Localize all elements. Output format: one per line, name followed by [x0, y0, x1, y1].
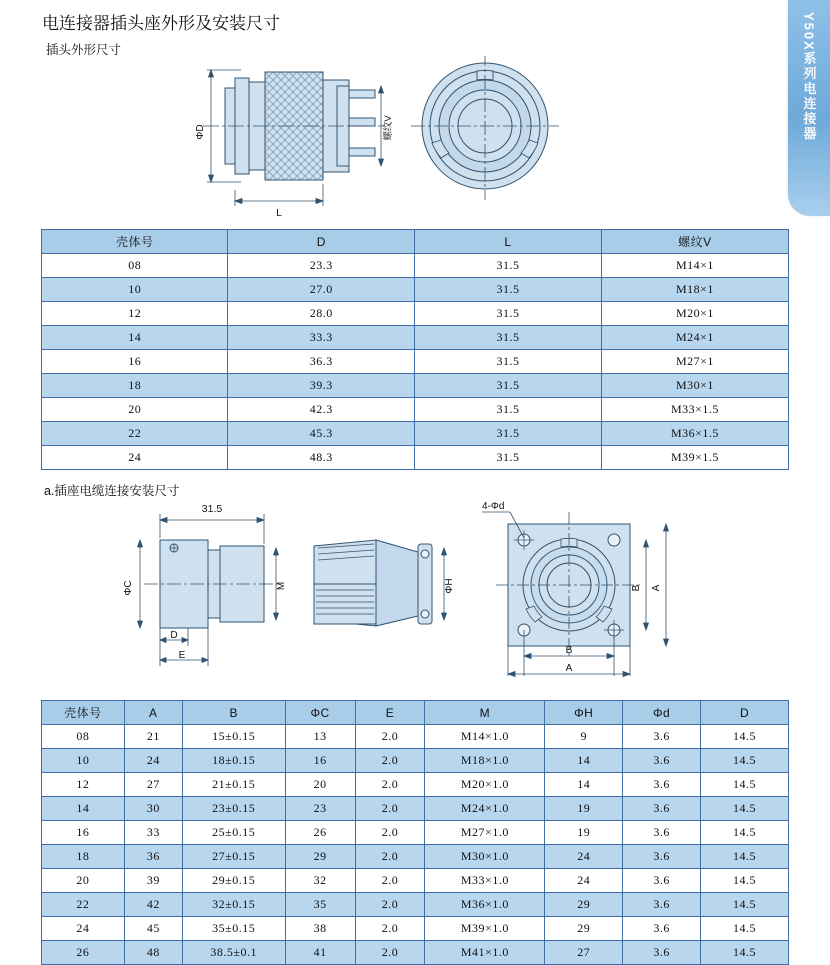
cell-e: 2.0 [355, 773, 425, 797]
cell-phi-c: 29 [285, 845, 355, 869]
cell-a: 48 [124, 941, 182, 965]
cell-a: 21 [124, 725, 182, 749]
table-row [42, 278, 789, 302]
cell-phi-h: 29 [545, 893, 623, 917]
cell-phi-d: 3.6 [623, 869, 701, 893]
cell-shell: 10 [42, 278, 228, 302]
cell-m: M41×1.0 [425, 941, 545, 965]
cell-phi-c: 32 [285, 869, 355, 893]
cell-e: 2.0 [355, 941, 425, 965]
col-header-l: L [415, 230, 602, 254]
cell-phi-c: 26 [285, 821, 355, 845]
cell-thread: M30×1 [601, 374, 788, 398]
table-socket-mounting-dimensions [41, 700, 789, 965]
cell-l: 31.5 [415, 398, 602, 422]
cell-phi-h: 14 [545, 749, 623, 773]
cell-m: M14×1.0 [425, 725, 545, 749]
col-header-m: M [425, 701, 545, 725]
cell-d: 14.5 [701, 917, 789, 941]
label-phi-h: ΦH [444, 578, 455, 594]
cell-phi-c: 41 [285, 941, 355, 965]
cell-m: M30×1.0 [425, 845, 545, 869]
cell-d: 14.5 [701, 749, 789, 773]
cell-e: 2.0 [355, 725, 425, 749]
cell-b: 25±0.15 [182, 821, 285, 845]
cell-phi-c: 20 [285, 773, 355, 797]
cell-phi-h: 24 [545, 845, 623, 869]
label-B-right: B [631, 584, 642, 592]
col-header-phi-d: Φd [623, 701, 701, 725]
cell-thread: M33×1.5 [601, 398, 788, 422]
cell-shell: 16 [42, 350, 228, 374]
cell-l: 31.5 [415, 446, 602, 470]
label-M: M [276, 581, 287, 591]
cell-l: 31.5 [415, 254, 602, 278]
label-A-bottom: A [565, 663, 573, 674]
col-header-b: B [182, 701, 285, 725]
col-header-phi-h: ΦH [545, 701, 623, 725]
table-row [42, 869, 789, 893]
col-header-a: A [124, 701, 182, 725]
table-row [42, 302, 789, 326]
subsection-title-socket-cable: a.插座电缆连接安装尺寸 [44, 484, 180, 498]
cell-phi-c: 16 [285, 749, 355, 773]
cell-phi-d: 3.6 [623, 941, 701, 965]
cell-phi-c: 35 [285, 893, 355, 917]
page-title: 电连接器插头座外形及安装尺寸 [42, 14, 280, 33]
cell-d: 48.3 [228, 446, 415, 470]
cell-shell: 24 [42, 917, 125, 941]
cell-d: 23.3 [228, 254, 415, 278]
cell-e: 2.0 [355, 845, 425, 869]
table-row [42, 749, 789, 773]
label-E: E [178, 650, 186, 661]
col-header-e: E [355, 701, 425, 725]
series-side-tab-label: Y50X系列电连接器 [801, 12, 817, 142]
cell-shell: 18 [42, 374, 228, 398]
cell-l: 31.5 [415, 374, 602, 398]
cell-shell: 14 [42, 326, 228, 350]
cell-phi-h: 24 [545, 869, 623, 893]
cell-phi-h: 14 [545, 773, 623, 797]
cell-shell: 22 [42, 422, 228, 446]
cell-phi-h: 19 [545, 821, 623, 845]
col-header-d: D [701, 701, 789, 725]
table-header-row [42, 230, 789, 254]
cell-b: 15±0.15 [182, 725, 285, 749]
col-header-thread: 螺纹V [601, 230, 788, 254]
cell-shell: 12 [42, 773, 125, 797]
table-row [42, 422, 789, 446]
cell-b: 38.5±0.1 [182, 941, 285, 965]
cell-phi-h: 19 [545, 797, 623, 821]
cell-b: 23±0.15 [182, 797, 285, 821]
table-row [42, 773, 789, 797]
cell-phi-h: 29 [545, 917, 623, 941]
cell-thread: M14×1 [601, 254, 788, 278]
cell-shell: 10 [42, 749, 125, 773]
cell-e: 2.0 [355, 917, 425, 941]
cell-shell: 08 [42, 725, 125, 749]
cell-phi-d: 3.6 [623, 773, 701, 797]
cell-d: 14.5 [701, 797, 789, 821]
cell-shell: 08 [42, 254, 228, 278]
cell-e: 2.0 [355, 797, 425, 821]
cell-b: 35±0.15 [182, 917, 285, 941]
table-row [42, 398, 789, 422]
cell-d: 27.0 [228, 278, 415, 302]
cell-shell: 24 [42, 446, 228, 470]
label-31-5: 31.5 [201, 503, 223, 515]
table-row [42, 941, 789, 965]
cell-m: M24×1.0 [425, 797, 545, 821]
cell-phi-d: 3.6 [623, 845, 701, 869]
cell-l: 31.5 [415, 278, 602, 302]
cell-phi-d: 3.6 [623, 917, 701, 941]
label-4-phi-d: 4-Φd [482, 501, 505, 512]
cell-thread: M27×1 [601, 350, 788, 374]
cell-d: 28.0 [228, 302, 415, 326]
cell-m: M33×1.0 [425, 869, 545, 893]
col-header-phi-c: ΦC [285, 701, 355, 725]
cell-a: 27 [124, 773, 182, 797]
cell-thread: M24×1 [601, 326, 788, 350]
label-B-bottom: B [565, 645, 573, 656]
cell-e: 2.0 [355, 869, 425, 893]
table-row [42, 917, 789, 941]
cell-shell: 22 [42, 893, 125, 917]
cell-d: 45.3 [228, 422, 415, 446]
cell-shell: 26 [42, 941, 125, 965]
cell-thread: M20×1 [601, 302, 788, 326]
cell-a: 33 [124, 821, 182, 845]
cell-shell: 14 [42, 797, 125, 821]
cell-l: 31.5 [415, 302, 602, 326]
cell-a: 42 [124, 893, 182, 917]
cell-m: M20×1.0 [425, 773, 545, 797]
table-plug-dimensions [41, 229, 789, 470]
cell-d: 14.5 [701, 893, 789, 917]
figure-socket-mounting [118, 498, 698, 688]
cell-phi-d: 3.6 [623, 893, 701, 917]
cell-phi-h: 9 [545, 725, 623, 749]
col-header-shell: 壳体号 [42, 230, 228, 254]
table-row [42, 326, 789, 350]
cell-d: 39.3 [228, 374, 415, 398]
cell-b: 29±0.15 [182, 869, 285, 893]
cell-l: 31.5 [415, 326, 602, 350]
cell-shell: 12 [42, 302, 228, 326]
cell-shell: 20 [42, 398, 228, 422]
table-row [42, 446, 789, 470]
cell-d: 33.3 [228, 326, 415, 350]
table-row [42, 797, 789, 821]
cell-phi-d: 3.6 [623, 821, 701, 845]
label-L: L [276, 208, 282, 219]
cell-phi-c: 38 [285, 917, 355, 941]
table-row [42, 821, 789, 845]
label-phi-d: ΦD [195, 124, 206, 140]
col-header-shell: 壳体号 [42, 701, 125, 725]
cell-e: 2.0 [355, 749, 425, 773]
cell-a: 30 [124, 797, 182, 821]
cell-a: 36 [124, 845, 182, 869]
cell-d: 14.5 [701, 821, 789, 845]
cell-m: M36×1.0 [425, 893, 545, 917]
cell-d: 42.3 [228, 398, 415, 422]
table-row [42, 845, 789, 869]
subsection-title-plug-dimensions: 插头外形尺寸 [46, 43, 122, 57]
cell-thread: M18×1 [601, 278, 788, 302]
cell-b: 27±0.15 [182, 845, 285, 869]
series-side-tab [788, 0, 830, 216]
label-thread-v: 螺纹V [383, 115, 394, 141]
cell-phi-h: 27 [545, 941, 623, 965]
cell-a: 24 [124, 749, 182, 773]
cell-m: M27×1.0 [425, 821, 545, 845]
cell-d: 36.3 [228, 350, 415, 374]
table-row [42, 374, 789, 398]
cell-b: 21±0.15 [182, 773, 285, 797]
table-header-row [42, 701, 789, 725]
figure-plug-outline [185, 56, 605, 221]
cell-a: 45 [124, 917, 182, 941]
cell-b: 32±0.15 [182, 893, 285, 917]
cell-shell: 18 [42, 845, 125, 869]
cell-l: 31.5 [415, 422, 602, 446]
label-D: D [170, 630, 178, 641]
label-phi-c: ΦC [123, 580, 134, 596]
table-row [42, 893, 789, 917]
table-row [42, 254, 789, 278]
cell-phi-d: 3.6 [623, 749, 701, 773]
cell-d: 14.5 [701, 773, 789, 797]
cell-phi-d: 3.6 [623, 797, 701, 821]
cell-shell: 20 [42, 869, 125, 893]
cell-thread: M39×1.5 [601, 446, 788, 470]
cell-e: 2.0 [355, 821, 425, 845]
cell-phi-d: 3.6 [623, 725, 701, 749]
cell-phi-c: 23 [285, 797, 355, 821]
cell-d: 14.5 [701, 869, 789, 893]
cell-e: 2.0 [355, 893, 425, 917]
cell-d: 14.5 [701, 725, 789, 749]
cell-m: M18×1.0 [425, 749, 545, 773]
cell-phi-c: 13 [285, 725, 355, 749]
cell-shell: 16 [42, 821, 125, 845]
col-header-d: D [228, 230, 415, 254]
table-row [42, 350, 789, 374]
cell-b: 18±0.15 [182, 749, 285, 773]
cell-thread: M36×1.5 [601, 422, 788, 446]
cell-m: M39×1.0 [425, 917, 545, 941]
table-row [42, 725, 789, 749]
cell-l: 31.5 [415, 350, 602, 374]
cell-d: 14.5 [701, 941, 789, 965]
cell-d: 14.5 [701, 845, 789, 869]
cell-a: 39 [124, 869, 182, 893]
label-A-right: A [651, 584, 662, 592]
